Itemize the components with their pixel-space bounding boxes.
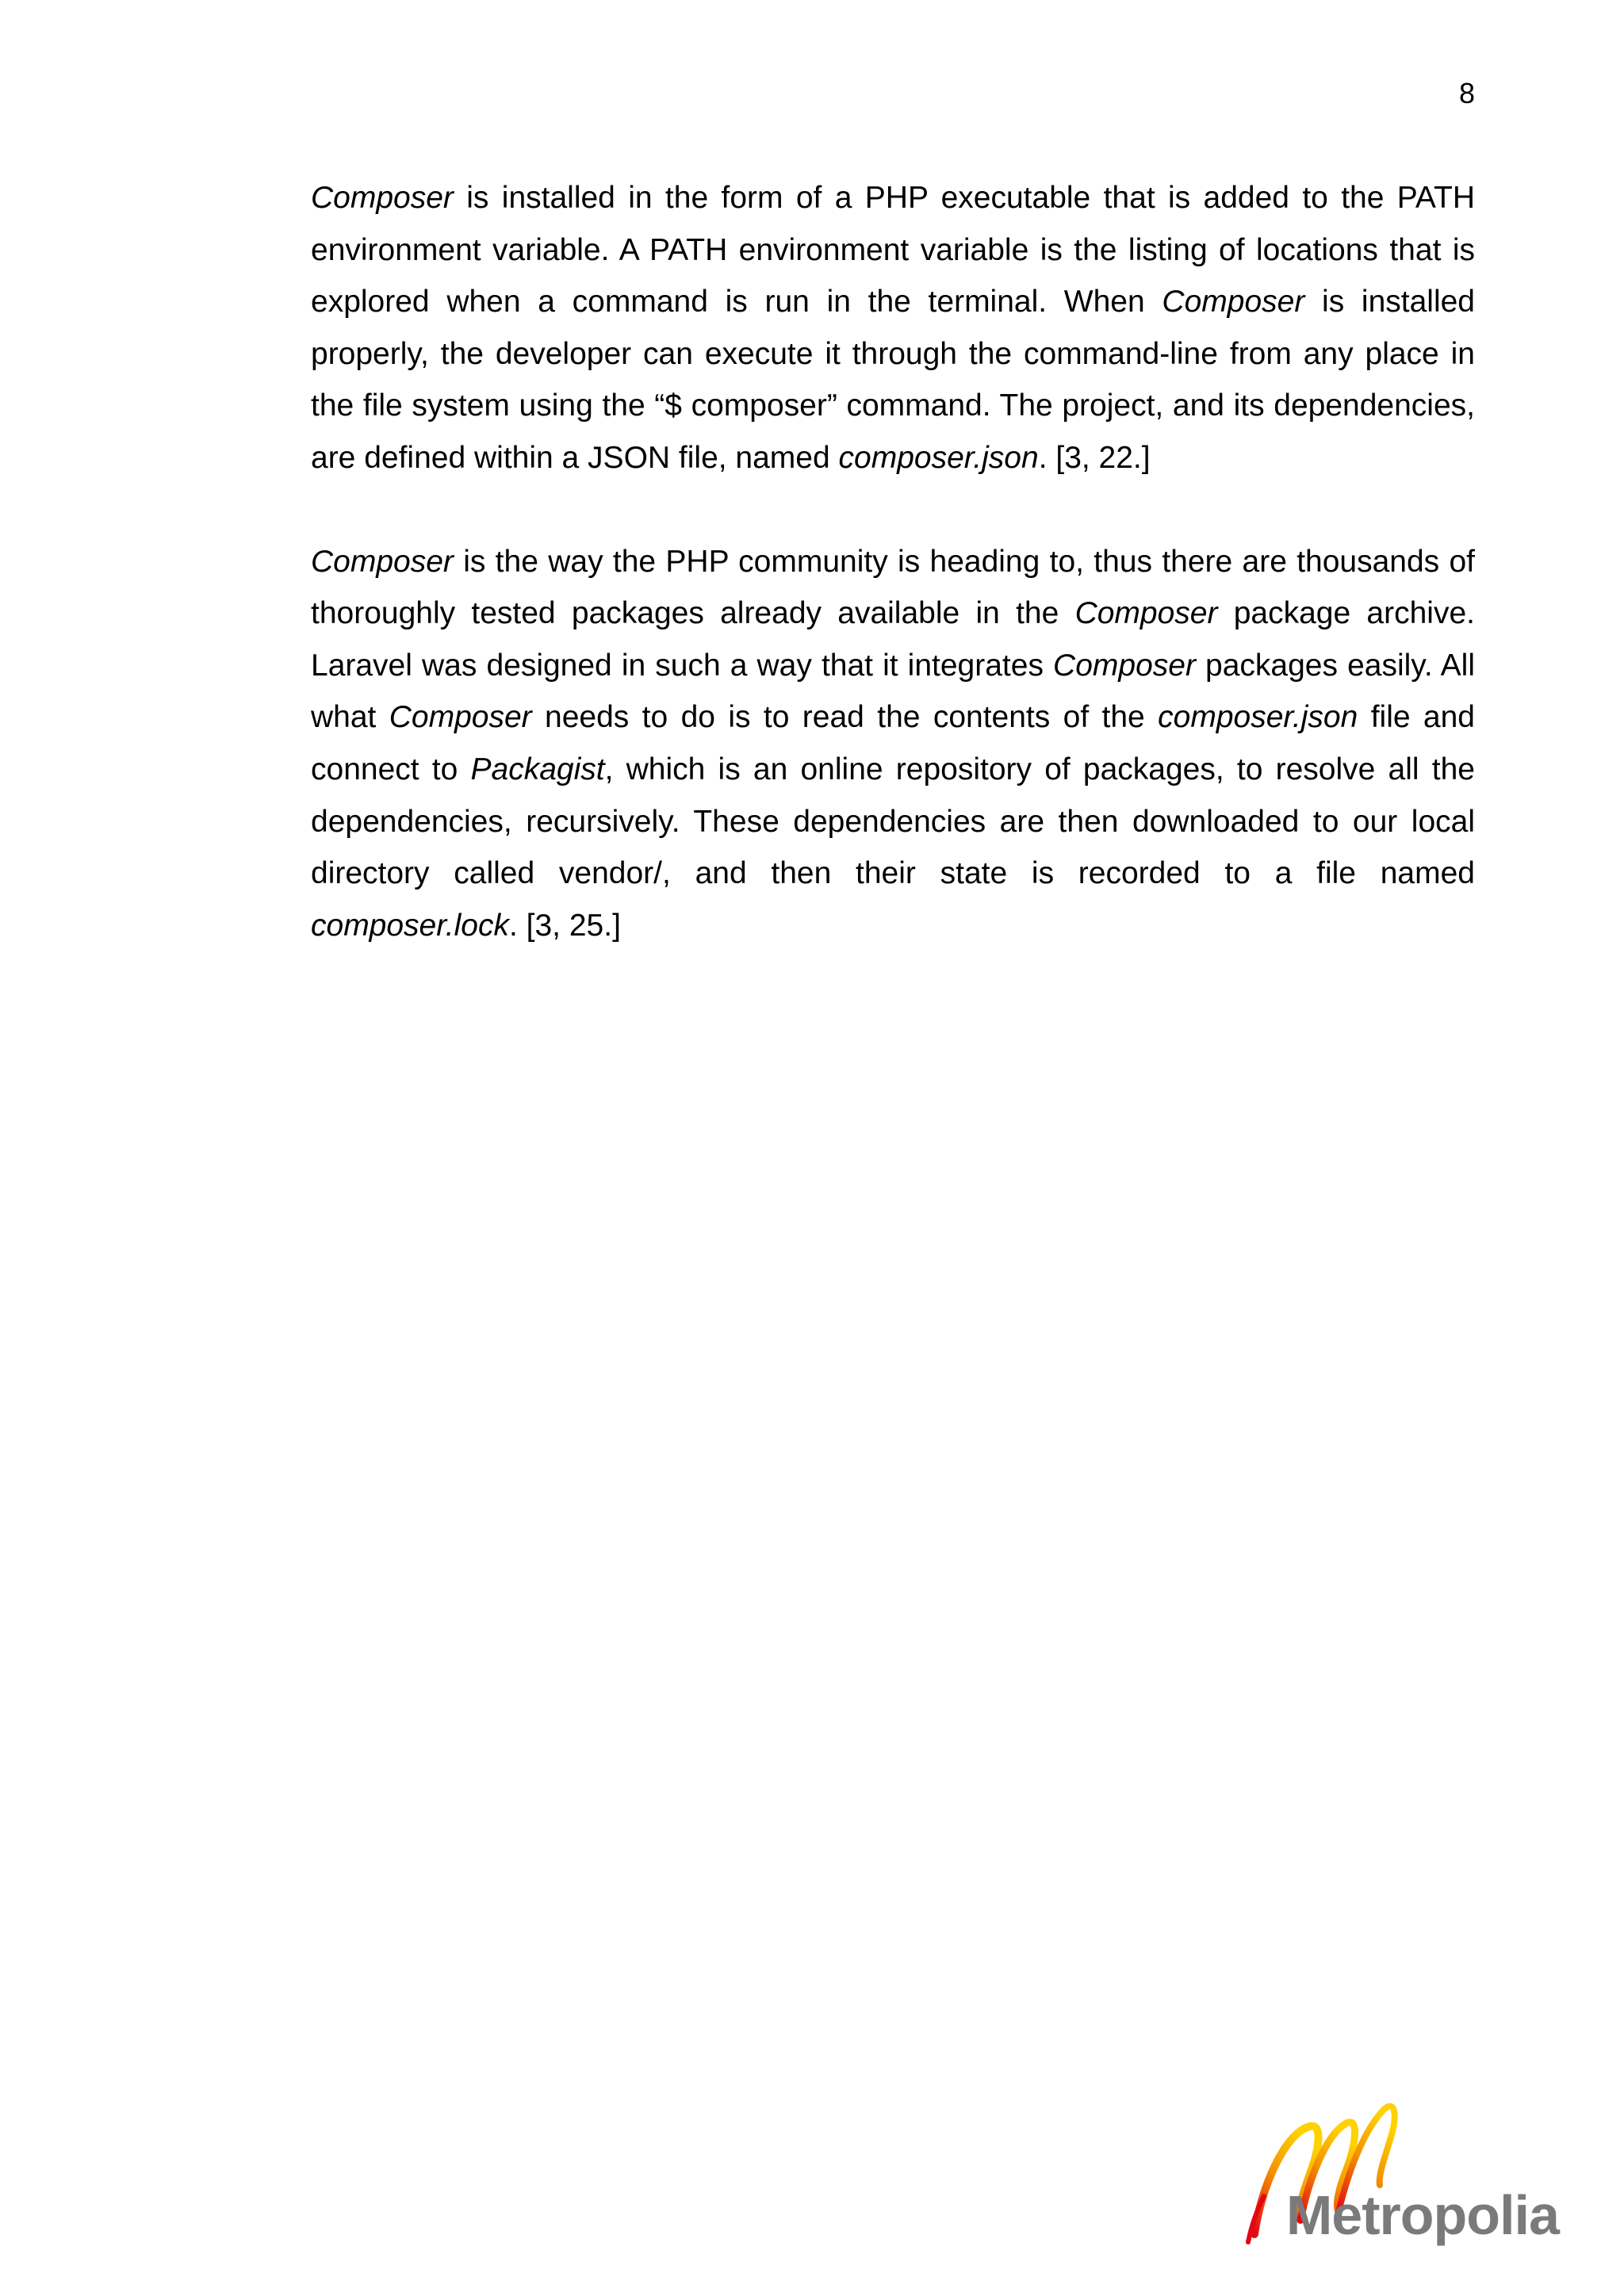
text-run: . [3, 25.]: [508, 908, 621, 943]
text-run: , which is an online repository of packages, to resolve all the dependencies, recursively. These dependencies are then downloaded to our local directory called vendor/, and then their state is recorded to a file named: [311, 752, 1484, 891]
text-run: is installed properly, the developer can execute it through the command-line from any place in the file system using the “$ composer” command. The project, and its dependencies, are defined within a JSON file, named: [311, 285, 1484, 475]
italic-term: Composer: [1162, 285, 1305, 320]
text-run: is installed in the form of a PHP executable that is added to the PATH environment variable. A PATH environment variable is the listing of locations that is explored when a command is run in the terminal. When: [311, 181, 1484, 320]
text-run: file and connect to: [311, 700, 1484, 786]
text-run: needs to do is to read the contents of the: [531, 700, 1159, 735]
text-run: is the way the PHP community is heading to, thus there are thousands of thoroughly tested packages already available in the: [311, 544, 1484, 631]
italic-term: Composer: [1053, 648, 1196, 683]
paragraph-2: [311, 536, 1484, 952]
text-run: packages easily. All what: [311, 648, 1484, 735]
italic-term: Composer: [311, 544, 454, 579]
italic-term: composer.lock: [311, 908, 509, 943]
metropolia-logo: [1237, 2085, 1559, 2267]
italic-term: Composer: [1074, 596, 1218, 631]
logo-wordmark: Metropolia: [1286, 2184, 1559, 2246]
italic-term: composer.json: [1158, 700, 1358, 735]
italic-term: Packagist: [470, 752, 605, 786]
text-run: . [3, 22.]: [1038, 440, 1151, 475]
text-run: package archive. Laravel was designed in such a way that it integrates: [311, 596, 1484, 683]
italic-term: Composer: [389, 700, 532, 735]
body-text: [311, 172, 1484, 951]
italic-term: Composer: [311, 181, 454, 215]
page-number: 8: [1458, 77, 1475, 109]
italic-term: composer.json: [838, 440, 1039, 475]
paragraph-1: [311, 172, 1484, 484]
